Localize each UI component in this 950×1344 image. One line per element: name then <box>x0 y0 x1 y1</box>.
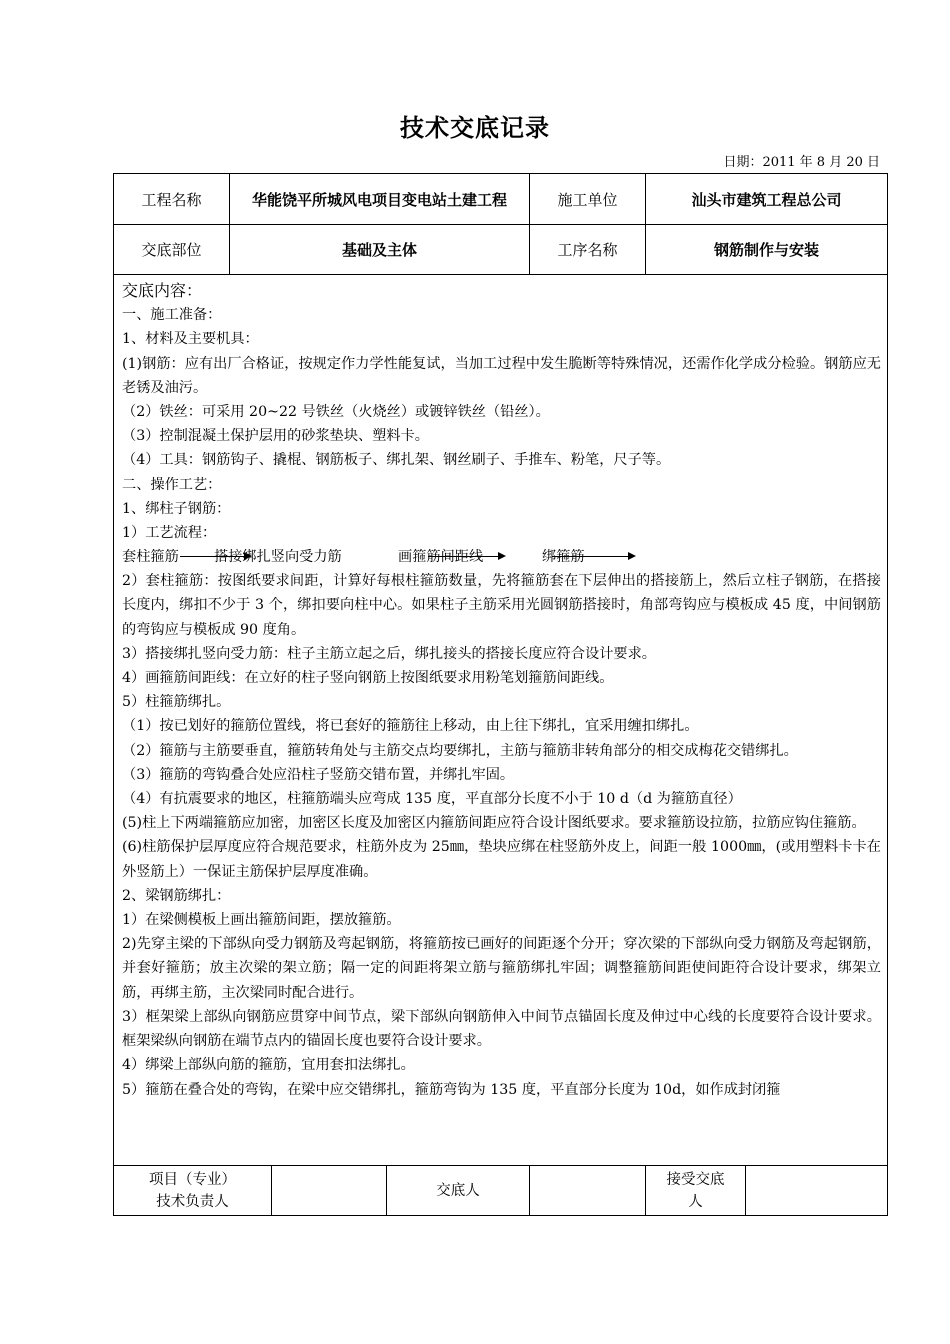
content-line: （2）铁丝：可采用 20~22 号铁丝（火烧丝）或镀锌铁丝（铅丝）。 <box>122 404 550 421</box>
part-label: 交底部位 <box>114 225 230 274</box>
part-value: 基础及主体 <box>230 225 530 274</box>
tech-lead-label <box>114 1166 272 1215</box>
content-line: 5）柱箍筋绑扎。 <box>122 694 231 711</box>
content-line: 1、材料及主要机具： <box>122 331 259 348</box>
content-line: 5）箍筋在叠合处的弯钩，在梁中应交错绑扎，箍筋弯钩为 135 度，平直部分长度为 10d，如作成封闭箍 <box>122 1081 781 1098</box>
receiver-label-line2: 人 <box>688 1193 703 1210</box>
contractor-value: 汕头市建筑工程总公司 <box>691 190 842 209</box>
content-line: 1）在梁侧模板上画出箍筋间距，摆放箍筋。 <box>122 912 401 929</box>
receiver-signature-field[interactable] <box>746 1166 887 1215</box>
content-line: 2）套柱箍筋：按图纸要求间距，计算好每根柱箍筋数量，先将箍筋套在下层伸出的搭接筋上，然后立柱子钢筋，在搭接长度内，绑扣不少于 3 个，绑扣要向柱中心。如果柱子主筋采用光圆钢筋搭接时，角部弯钩应与模板成 45 度，中间钢筋的弯钩应与模板成 90 度角。 <box>122 573 881 638</box>
content-line: （1）按已划好的箍筋位置线，将已套好的箍筋往上移动，由上往下绑扎，宜采用缠扣绑扎。 <box>122 718 699 735</box>
process-value: 钢筋制作与安装 <box>713 241 819 259</box>
info-row-1 <box>114 174 887 225</box>
tech-lead-signature-field[interactable] <box>272 1166 387 1215</box>
disclosure-content <box>114 275 887 1142</box>
tech-lead-label-line1: 项目（专业） <box>149 1171 236 1188</box>
document-title: 技术交底记录 <box>400 114 550 142</box>
presenter-label: 交底人 <box>387 1166 530 1215</box>
content-heading: 交底内容： <box>122 281 203 300</box>
content-line: (6)柱筋保护层厚度应符合规范要求，柱筋外皮为 25㎜，垫块应绑在柱竖筋外皮上，间距一般 1000㎜，(或用塑料卡卡在外竖筋上）一保证主筋保护层厚度准确。 <box>122 839 881 880</box>
signature-row <box>114 1165 887 1215</box>
receiver-label <box>646 1166 746 1215</box>
content-line: 一、施工准备： <box>122 307 222 324</box>
receiver-label-line1: 接受交底 <box>666 1171 725 1188</box>
content-line: 3）框架梁上部纵向钢筋应贯穿中间节点，梁下部纵向钢筋伸入中间节点锚固长度及伸过中心线的长度要符合设计要求。框架梁纵向钢筋在端节点内的锚固长度也要符合设计要求。 <box>122 1008 881 1050</box>
content-line: 2)先穿主梁的下部纵向受力钢筋及弯起钢筋，将箍筋按已画好的间距逐个分开；穿次梁的下部纵向受力钢筋及弯起钢筋，并套好箍筋；放主次梁的架立筋；隔一定的间距将架立筋与箍筋绑扎牢固；调整箍筋间距使间距符合设计要求，绑架立筋，再绑主筋，主次梁同时配合进行。 <box>122 936 881 1001</box>
process-flow <box>122 545 881 569</box>
content-line: (1)钢筋：应有出厂合格证，按规定作力学性能复试，当加工过程中发生脆断等特殊情况，还需作化学成分检验。钢筋应无老锈及油污。 <box>122 355 881 396</box>
content-line: 2、梁钢筋绑扎： <box>122 887 231 904</box>
flow-step: 套柱箍筋 <box>122 549 179 566</box>
project-name-value: 华能饶平所城风电项目变电站土建工程 <box>230 174 530 224</box>
project-name-label: 工程名称 <box>114 174 230 224</box>
document-date: 日期：2011 年 8 月 20 日 <box>723 155 880 170</box>
contractor-label: 施工单位 <box>530 174 646 224</box>
content-line: （2）箍筋与主筋要垂直，箍筋转角处与主筋交点均要绑扎，主筋与箍筋非转角部分的相交成梅花交错绑扎。 <box>122 742 798 759</box>
tech-lead-label-line2: 技术负责人 <box>156 1193 229 1210</box>
content-line: 1）工艺流程： <box>122 525 217 542</box>
content-line: 1、绑柱子钢筋： <box>122 500 231 517</box>
process-label: 工序名称 <box>530 225 646 274</box>
record-table <box>113 173 888 1216</box>
flow-step: 绑箍筋 <box>542 549 585 566</box>
content-line: (5)柱上下两端箍筋应加密，加密区长度及加密区内箍筋间距应符合设计图纸要求。要求箍筋设拉筋，拉筋应钩住箍筋。 <box>122 815 866 832</box>
content-line: 二、操作工艺： <box>122 476 222 493</box>
content-line: （3）箍筋的弯钩叠合处应沿柱子竖筋交错布置，并绑扎牢固。 <box>122 766 515 783</box>
content-line: （3）控制混凝土保护层用的砂浆垫块、塑料卡。 <box>122 428 429 445</box>
content-line: （4）有抗震要求的地区，柱箍筋端头应弯成 135 度，平直部分长度不小于 10 d（d 为箍筋直径） <box>122 791 742 808</box>
info-row-2 <box>114 225 887 275</box>
content-line: 3）搭接绑扎竖向受力筋：柱子主筋立起之后，绑扎接头的搭接长度应符合设计要求。 <box>122 645 656 662</box>
flow-step: 搭接绑扎竖向受力筋 <box>214 549 342 566</box>
flow-step: 画箍筋间距线 <box>398 549 484 566</box>
content-line: 4）画箍筋间距线：在立好的柱子竖向钢筋上按图纸要求用粉笔划箍筋间距线。 <box>122 670 614 687</box>
presenter-signature-field[interactable] <box>530 1166 646 1215</box>
content-line: （4）工具：钢筋钩子、撬棍、钢筋板子、绑扎架、钢丝刷子、手推车、粉笔，尺子等。 <box>122 452 671 469</box>
content-line: 4）绑梁上部纵向筋的箍筋，宜用套扣法绑扎。 <box>122 1057 415 1074</box>
